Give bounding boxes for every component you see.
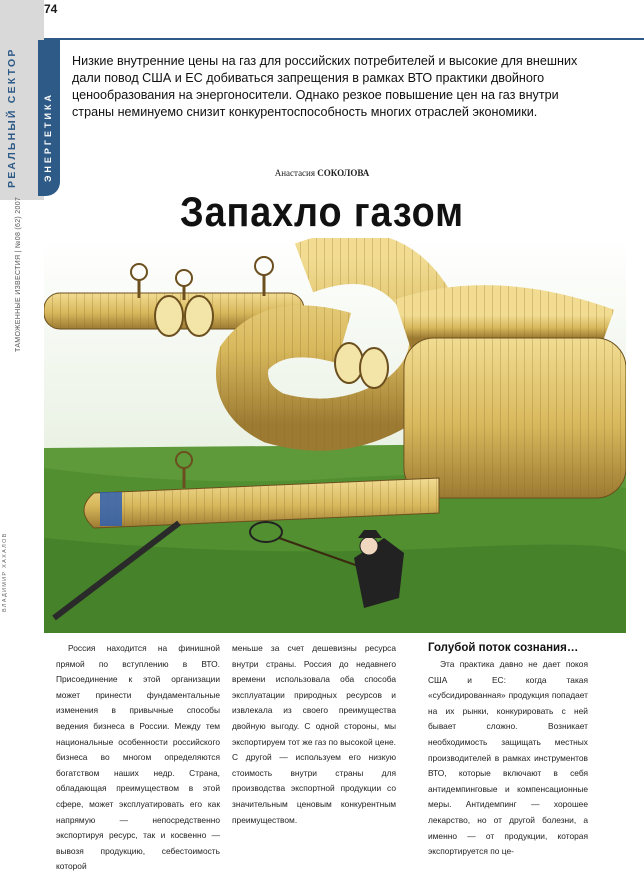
body-paragraph: Эта практика давно не дает покоя США и ЕС: когда такая «субсидированная» продукция попадает на их рынки, конкурировать с ней бывает сложно. Возникает необходимость защищать местных производителей в рамках инструментов ВТО, которые включают в себя антидемпинговые и компенсационные меры. Антидемпинг — хорошее лекарство, но от другой болезни, а именно — от продукции, которая экспортируется по це- xyxy=(428,659,588,857)
header-rule xyxy=(44,38,644,40)
journal-footer: ТАМОЖЕННЫЕ ИЗВЕСТИЯ | №08 (62) 2007 xyxy=(15,196,22,352)
page-number: 74 xyxy=(44,2,58,16)
illustrator-credit: ВЛАДИМИР ХАХАЛОВ xyxy=(2,532,8,612)
body-column-3 xyxy=(428,641,588,860)
author-first-name: Анастасия xyxy=(274,168,316,178)
section-label: РЕАЛЬНЫЙ СЕКТОР xyxy=(6,47,18,188)
body-column-2: меньше за счет дешевизны ресурса внутри страны. Россия до недавнего времени использовала оба способа эксплуатации природных ресурсов и извлекала из своего преимущества двойную выгоду. С одной стороны, мы экспортируем тот же газ по высокой цене. С другой — используем его низкую стоимость внутри страны для производства экспортной продукции со значительным ценовым конкурентным преимуществом. xyxy=(232,643,396,825)
lead-paragraph: Низкие внутренние цены на газ для российских потребителей и высокие для внешних дали повод США и ЕС добиваться запрещения в рамках ВТО практики двойного ценообразования на энергоносители. Однако резкое повышение цен на газ внутри страны неминуемо снизит конкурентоспособность многих отраслей экономики. xyxy=(72,54,578,119)
pipeline-illustration xyxy=(44,238,626,633)
body-column-1: Россия находится на финишной прямой по вступлению в ВТО. Присоединение к этой организации может принести фундаментальные изменения в привычные способы ведения бизнеса в России. Между тем национальные особенности российского бизнеса во многом определяются богатством наших недр. Страна, обладающая преимуществом в этой сфере, может эксплуатировать его как напрямую — непосредственно экспортируя ресурс, так и косвенно — вывозя продукцию, себестоимость которой xyxy=(56,643,220,872)
author-byline xyxy=(0,168,644,178)
section-subheading: Голубой поток сознания… xyxy=(428,642,579,654)
subsection-label: ЭНЕРГЕТИКА xyxy=(43,92,53,182)
author-last-name: СОКОЛОВА xyxy=(317,168,370,178)
article-title: Запахло газом xyxy=(179,188,465,235)
